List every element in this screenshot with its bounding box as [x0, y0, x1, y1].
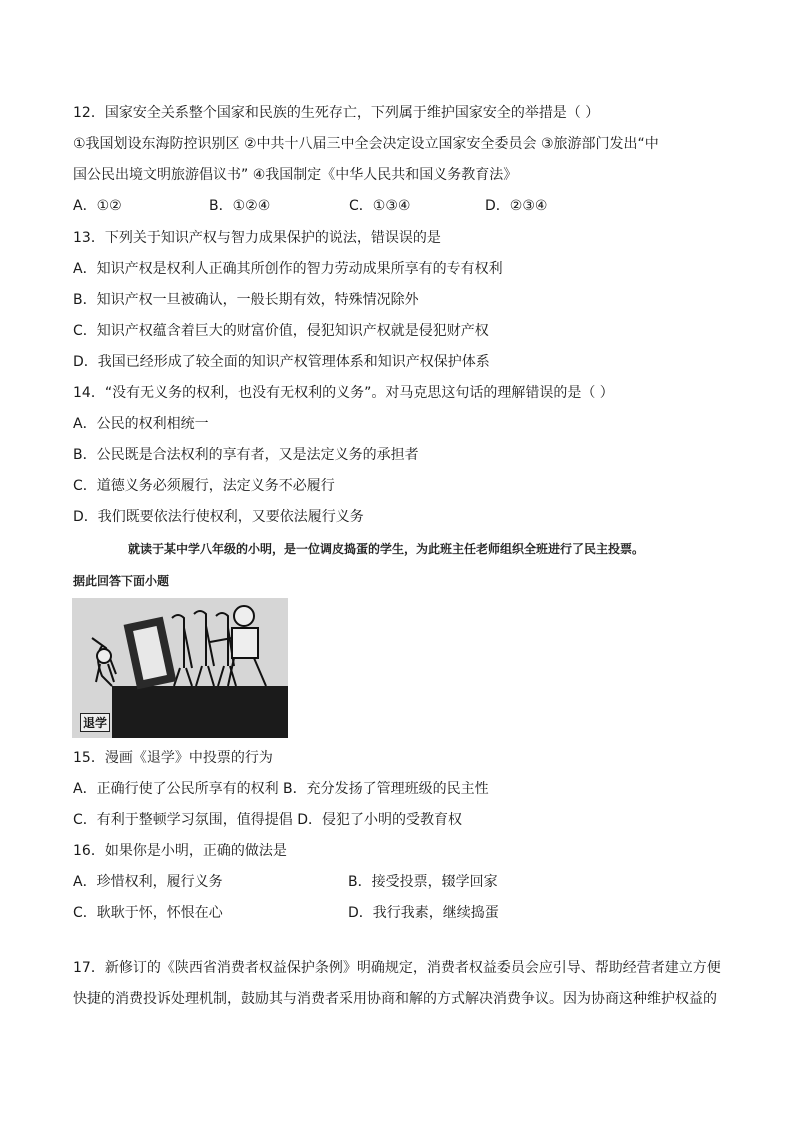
cartoon-caption: 退学	[80, 713, 110, 732]
q16-option-d[interactable]: D．我行我素，继续捣蛋	[348, 905, 499, 921]
q12-option-a[interactable]: A．①②	[73, 198, 122, 214]
q15-options-line2[interactable]: C．有利于整顿学习氛围，值得提倡 D．侵犯了小明的受教育权	[73, 812, 463, 828]
q16-option-a[interactable]: A．珍惜权利，履行义务	[73, 874, 223, 890]
q15-stem: 15．漫画《退学》中投票的行为	[73, 750, 273, 766]
q14-option-b[interactable]: B．公民既是合法权利的享有者，又是法定义务的承担者	[73, 447, 419, 463]
q13-option-c[interactable]: C．知识产权蕴含着巨大的财富价值，侵犯知识产权就是侵犯财产权	[73, 323, 489, 339]
q14-option-c[interactable]: C．道德义务必须履行，法定义务不必履行	[73, 478, 335, 494]
cartoon-image	[72, 598, 288, 738]
q14-option-d[interactable]: D．我们既要依法行使权利，又要依法履行义务	[73, 509, 364, 525]
q16-stem: 16．如果你是小明，正确的做法是	[73, 843, 287, 859]
q13-option-b[interactable]: B．知识产权一旦被确认，一般长期有效，特殊情况除外	[73, 292, 419, 308]
q12-options	[73, 197, 547, 215]
q16-option-b[interactable]: B．接受投票，辍学回家	[348, 874, 498, 890]
q12-option-b[interactable]: B．①②④	[209, 198, 271, 214]
q12-stem: 12．国家安全关系整个国家和民族的生死存亡，下列属于维护国家安全的举措是（ ）	[73, 105, 600, 121]
q14-stem: 14．“没有无义务的权利，也没有无权利的义务”。对马克思这句话的理解错误的是（ ）	[73, 385, 614, 401]
q12-option-d[interactable]: D．②③④	[485, 198, 548, 214]
material-intro-line2: 据此回答下面小题	[73, 574, 170, 588]
q12-statements-line2: 国公民出境文明旅游倡议书” ④我国制定《中华人民共和国义务教育法》	[73, 167, 518, 183]
q16-option-c[interactable]: C．耿耿于怀，怀恨在心	[73, 905, 223, 921]
q13-stem: 13．下列关于知识产权与智力成果保护的说法，错误误的是	[73, 230, 441, 246]
q17-line1: 17．新修订的《陕西省消费者权益保护条例》明确规定，消费者权益委员会应引导、帮助经营者建立方便	[73, 960, 721, 976]
q17-line2: 快捷的消费投诉处理机制，鼓励其与消费者采用协商和解的方式解决消费争议。因为协商这种维护权益的	[73, 991, 717, 1007]
q13-option-a[interactable]: A．知识产权是权利人正确其所创作的智力劳动成果所享有的专有权利	[73, 261, 503, 277]
q14-option-a[interactable]: A．公民的权利相统一	[73, 416, 209, 432]
q12-statements-line1: ①我国划设东海防控识别区 ②中共十八届三中全会决定设立国家安全委员会 ③旅游部门发出“中	[73, 136, 659, 152]
q15-options-line1[interactable]: A．正确行使了公民所享有的权利 B．充分发扬了管理班级的民主性	[73, 781, 489, 797]
q13-option-d[interactable]: D．我国已经形成了较全面的知识产权管理体系和知识产权保护体系	[73, 354, 490, 370]
q12-option-c[interactable]: C．①③④	[349, 198, 411, 214]
material-intro-line1: 就读于某中学八年级的小明，是一位调皮捣蛋的学生，为此班主任老师组织全班进行了民主投票。	[128, 542, 645, 556]
